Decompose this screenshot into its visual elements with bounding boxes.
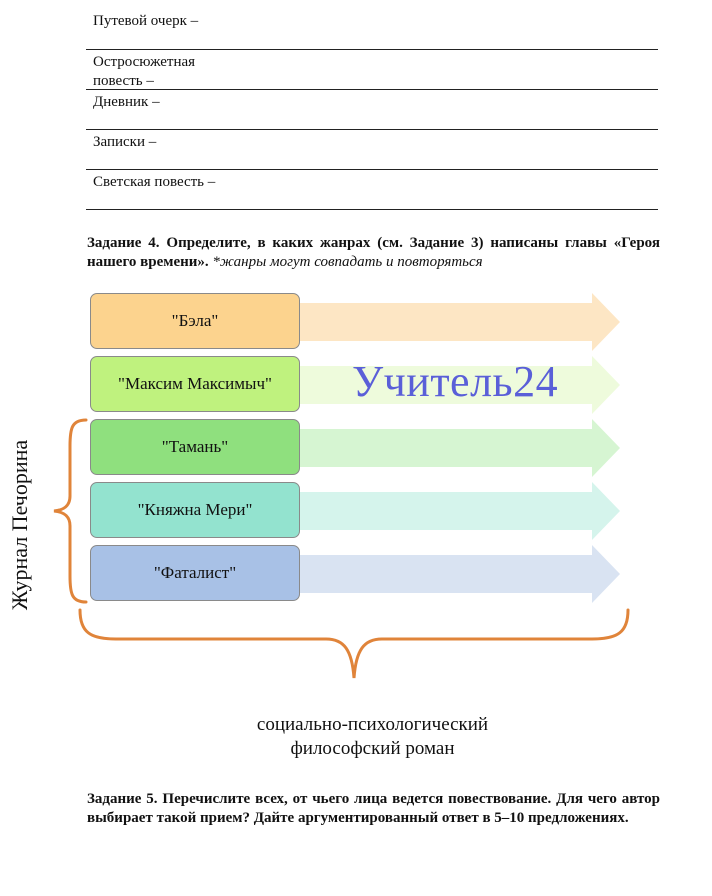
chapter-box-maksim-maksimych bbox=[90, 356, 300, 412]
chapter-arrow-taman bbox=[300, 419, 620, 477]
genre-row-adventure-story-line1: Остросюжетная bbox=[93, 54, 196, 70]
genre-row-society-story: Светская повесть – bbox=[93, 174, 216, 190]
chapter-label: "Княжна Мери" bbox=[137, 500, 253, 519]
task5-title: Задание 5. Перечислите всех, от чьего лица ведется повествование. Для чего автор выбирает такой прием? Дайте аргументированный ответ в 5–10 предложениях. bbox=[87, 791, 660, 826]
genre-row-adventure-story-line2: повесть – bbox=[93, 73, 154, 89]
table-rule bbox=[86, 129, 658, 130]
table-rule bbox=[86, 49, 658, 50]
chapter-label: "Тамань" bbox=[161, 437, 229, 456]
chapter-box-taman bbox=[90, 419, 300, 475]
chapter-arrow-bela bbox=[300, 293, 620, 351]
genre-row-travel-essay: Путевой очерк – bbox=[93, 13, 199, 29]
task4-note: *жанры могут совпадать и повторяться bbox=[212, 254, 483, 270]
table-rule bbox=[86, 169, 658, 170]
chapter-box-fatalist bbox=[90, 545, 300, 601]
chapter-label: "Максим Максимыч" bbox=[118, 374, 272, 393]
task5-text bbox=[87, 790, 660, 828]
watermark: Учитель24 bbox=[352, 357, 559, 406]
chapter-label: "Бэла" bbox=[171, 311, 219, 330]
summary-genre-line2: философский роман bbox=[290, 738, 455, 759]
bottom-brace bbox=[76, 606, 632, 682]
task4-title: Задание 4. Определите, в каких жанрах (см. Задание 3) написаны главы «Героя нашего времени». bbox=[87, 235, 660, 270]
table-rule bbox=[86, 89, 658, 90]
chapter-arrow-meri bbox=[300, 482, 620, 540]
left-brace bbox=[48, 416, 90, 606]
chapter-box-knyazhna-meri bbox=[90, 482, 300, 538]
side-label-pechorin-journal: Журнал Печорина bbox=[7, 439, 32, 611]
task4-text bbox=[87, 234, 660, 272]
genre-row-notes: Записки – bbox=[93, 134, 157, 150]
genre-row-diary: Дневник – bbox=[93, 94, 160, 110]
chapter-label: "Фаталист" bbox=[153, 563, 237, 582]
chapter-box-bela bbox=[90, 293, 300, 349]
table-rule bbox=[86, 209, 658, 210]
summary-genre-line1: социально-психологический bbox=[256, 714, 489, 735]
chapter-arrow-fatalist bbox=[300, 545, 620, 603]
